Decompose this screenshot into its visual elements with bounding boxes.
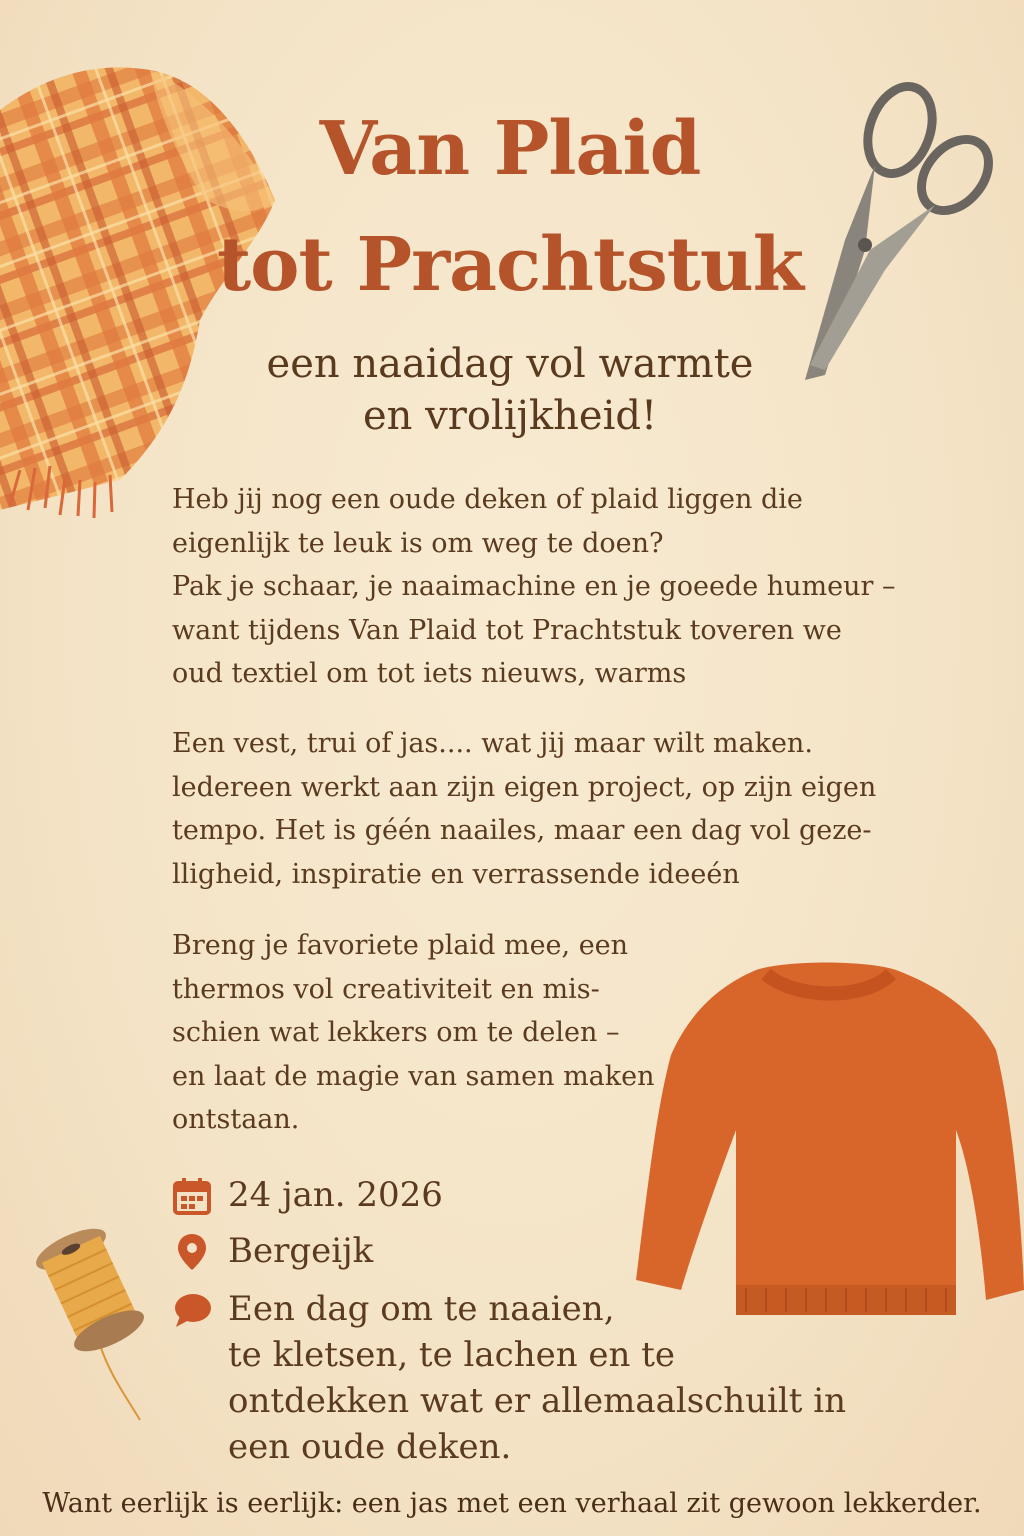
event-location: Bergeijk [228,1231,374,1271]
subtitle-line-2: en vrolijkheid! [362,393,658,439]
title-line-2: tot Prachtstuk [216,222,804,308]
subtitle-line-1: een naaidag vol warmte [266,341,754,387]
subtitle [180,338,840,442]
paragraph-line: Breng je favoriete plaid mee, een [172,930,629,961]
paragraph-line: eigenlijk te leuk is om weg te doen? [172,527,664,559]
paragraph-line: lligheid, inspiratie en verrassende ideeén [172,858,740,890]
speech-bubble-icon [172,1290,212,1330]
description-row [172,1286,846,1470]
event-description [228,1286,846,1470]
thread-spool-illustration [30,1225,160,1425]
intro-paragraph [172,478,896,696]
footer-tagline: Want eerlijk is eerlijk: een jas met een verhaal zit gewoon lekkerder. [42,1488,982,1519]
paragraph-line: oud textiel om tot iets nieuws, warms [172,658,687,689]
event-date: 24 jan. 2026 [228,1175,443,1215]
project-paragraph [172,722,876,896]
paragraph-line: thermos vol creativiteit en mis- [172,973,600,1005]
paragraph-line: en laat de magie van samen maken [172,1060,655,1092]
description-line: een oude deken. [228,1427,512,1467]
paragraph-line: ontstaan. [172,1104,300,1135]
paragraph-line: Een vest, trui of jas.... wat jij maar wilt maken. [172,728,813,759]
description-line: ontdekken wat er allemaalschuilt in [228,1381,847,1421]
title-line-1: Van Plaid [319,106,701,192]
description-line: te kletsen, te lachen en te [228,1335,676,1375]
paragraph-line: want tijdens Van Plaid tot Prachtstuk toveren we [172,614,842,646]
location-row [172,1228,373,1274]
paragraph-line: ledereen werkt aan zijn eigen project, op zijn eigen [172,771,877,803]
paragraph-line: schien wat lekkers om te delen – [172,1017,620,1048]
paragraph-line: Pak je schaar, je naaimachine en je goeede humeur – [172,571,896,602]
paragraph-line: tempo. Het is géén naailes, maar een dag vol geze- [172,815,872,846]
date-row [172,1172,443,1218]
paragraph-line: Heb jij nog een oude deken of plaid liggen die [172,484,803,515]
description-line: Een dag om te naaien, [228,1289,615,1329]
bring-paragraph [172,924,655,1142]
location-pin-icon [172,1232,212,1272]
sweater-illustration [636,960,1024,1330]
calendar-icon [172,1176,212,1216]
